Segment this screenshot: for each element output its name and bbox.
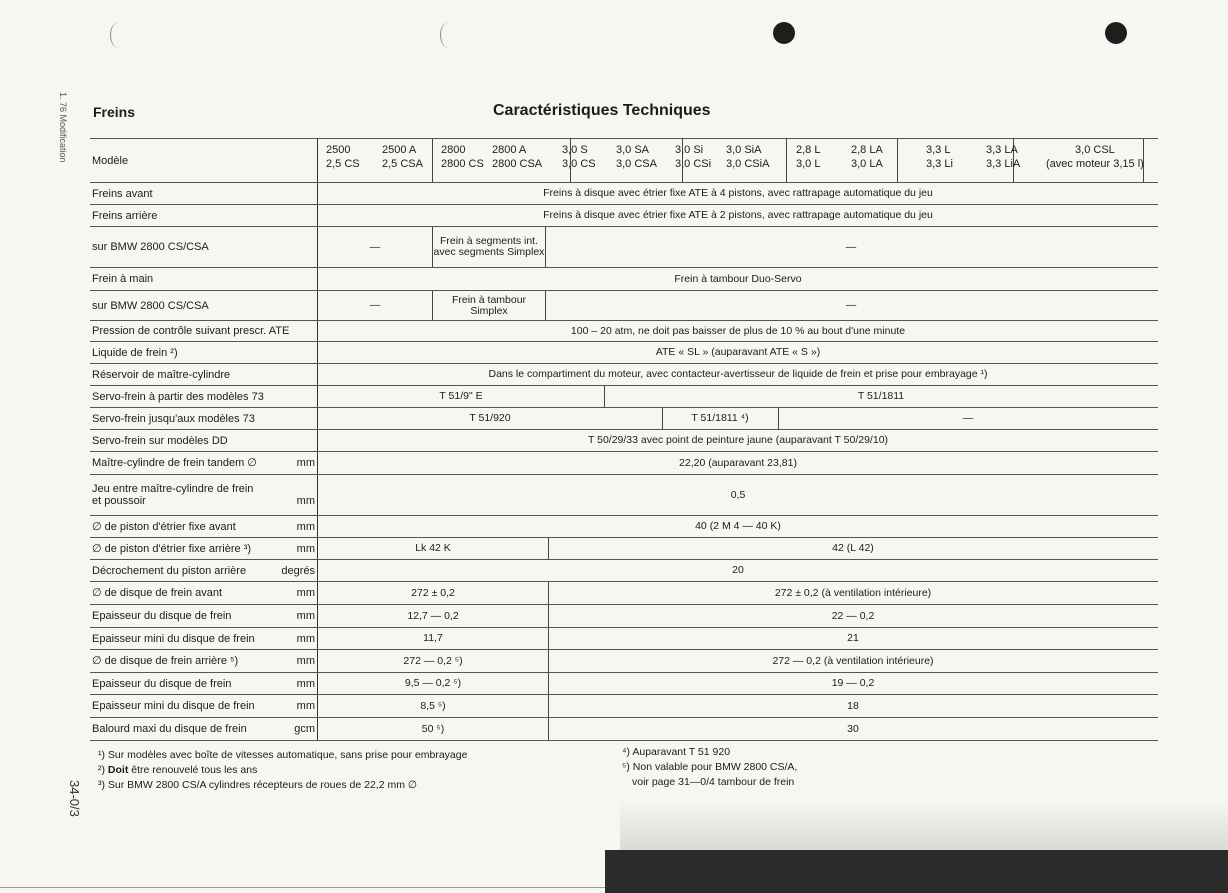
table-row: Maître-cylindre de frein tandem ∅ mm 22,20 (auparavant 23,81) (90, 452, 1158, 475)
table-row: Jeu entre maître-cylindre de frein et poussoir mm 0,5 (90, 475, 1158, 516)
binder-hole-open-1 (110, 22, 127, 48)
model-col: 3,0 SA 3,0 CSA (616, 144, 657, 170)
row-label: Modèle (90, 139, 318, 182)
page-title: Caractéristiques Techniques (493, 102, 711, 119)
page-edge (605, 850, 1228, 893)
table-row: Servo-frein jusqu'aux modèles 73 T 51/920 T 51/1811 ⁴) — (90, 408, 1158, 430)
table-row: Epaisseur mini du disque de frein mm 11,7 21 (90, 628, 1158, 650)
table-row-models (90, 138, 1158, 183)
table-row: Balourd maxi du disque de frein gcm 50 ⁵) 30 (90, 718, 1158, 741)
table-row: ∅ de disque de frein arrière ⁵) mm 272 — 0,2 ⁵) 272 — 0,2 (à ventilation intérieure) (90, 650, 1158, 673)
model-col: 3,3 LA 3,3 LiA (986, 144, 1021, 170)
table-row: Epaisseur du disque de frein mm 9,5 — 0,2 ⁵) 19 — 0,2 (90, 673, 1158, 695)
table-row: Pression de contrôle suivant prescr. ATE 100 – 20 atm, ne doit pas baisser de plus de 10 % au bout d'une minute (90, 321, 1158, 342)
model-col: 3,0 Si 3,0 CSi (675, 144, 712, 170)
page-bottom-line (0, 887, 605, 888)
footnotes-left: ¹) Sur modèles avec boîte de vitesses automatique, sans prise pour embrayage ²) Doit être renouvelé tous les ans ³) Sur BMW 2800 CS/A cylindres récepteurs de roues de 22,2 mm ∅ (98, 749, 468, 791)
model-col: 2500 A 2,5 CSA (382, 144, 423, 170)
table-row: ∅ de disque de frein avant mm 272 ± 0,2 272 ± 0,2 (à ventilation intérieure) (90, 582, 1158, 605)
table-row: Epaisseur du disque de frein mm 12,7 — 0,2 22 — 0,2 (90, 605, 1158, 628)
page-number: 34-0/3 (67, 780, 82, 817)
model-col: 2,8 LA 3,0 LA (851, 144, 883, 170)
page-shadow (620, 800, 1228, 852)
model-col: 2800 2800 CS (441, 144, 484, 170)
table-row: Frein à main Frein à tambour Duo-Servo (90, 268, 1158, 291)
binder-hole-filled-1 (773, 22, 795, 44)
table-row: Liquide de frein ²) ATE « SL » (auparavant ATE « S ») (90, 342, 1158, 364)
spec-table (90, 138, 1158, 741)
table-row: Réservoir de maître-cylindre Dans le compartiment du moteur, avec contacteur-avertisseur de liquide de frein et prise pour embrayage ¹) (90, 364, 1158, 386)
table-row: Freins avant Freins à disque avec étrier fixe ATE à 4 pistons, avec rattrapage automatique du jeu (90, 183, 1158, 205)
binder-hole-filled-2 (1105, 22, 1127, 44)
table-row: Décrochement du piston arrière degrés 20 (90, 560, 1158, 582)
table-row: Freins arrière Freins à disque avec étrier fixe ATE à 2 pistons, avec rattrapage automatique du jeu (90, 205, 1158, 227)
footnotes-right: ⁴) Auparavant T 51 920 ⁵) Non valable pour BMW 2800 CS/A, voir page 31—0/4 tambour de frein (622, 746, 798, 788)
binder-hole-open-2 (440, 22, 457, 48)
table-row: sur BMW 2800 CS/CSA — Frein à tambour Simplex — (90, 291, 1158, 321)
table-row: ∅ de piston d'étrier fixe avant mm 40 (2 M 4 — 40 K) (90, 516, 1158, 538)
table-row: Servo-frein à partir des modèles 73 T 51/9" E T 51/1811 (90, 386, 1158, 408)
table-row: Servo-frein sur modèles DD T 50/29/33 avec point de peinture jaune (auparavant T 50/29/10) (90, 430, 1158, 452)
model-col: 3,0 S 3,0 CS (562, 144, 596, 170)
model-col: 2500 2,5 CS (326, 144, 360, 170)
model-col: 3,0 CSL (avec moteur 3,15 l) (1046, 144, 1144, 170)
table-row: Epaisseur mini du disque de frein mm 8,5 ⁵) 18 (90, 695, 1158, 718)
model-col: 2,8 L 3,0 L (796, 144, 821, 170)
table-row: sur BMW 2800 CS/CSA — Frein à segments int. avec segments Simplex — (90, 227, 1158, 268)
margin-note: 1. 76 Modification (58, 92, 68, 163)
section-title: Freins (93, 104, 136, 120)
model-col: 2800 A 2800 CSA (492, 144, 543, 170)
model-col: 3,3 L 3,3 Li (926, 144, 953, 170)
table-row: ∅ de piston d'étrier fixe arrière ³) mm Lk 42 K 42 (L 42) (90, 538, 1158, 560)
model-col: 3,0 SiA 3,0 CSiA (726, 144, 770, 170)
